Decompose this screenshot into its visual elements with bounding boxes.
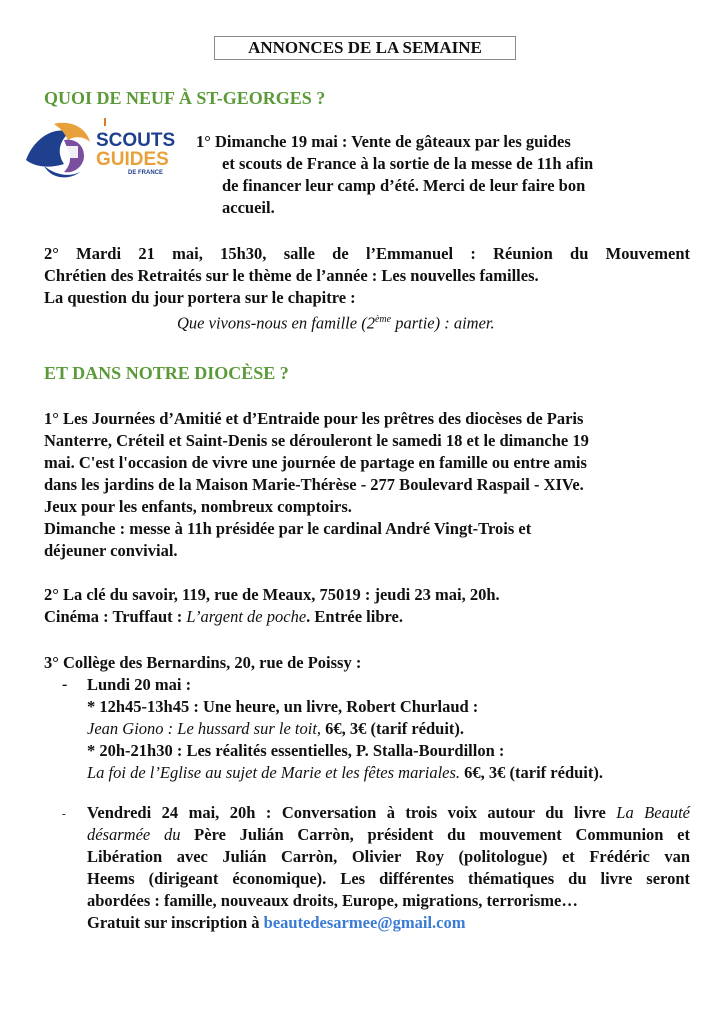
- svg-text:SCOUTS: SCOUTS: [96, 130, 176, 151]
- diocese-item-1-line: déjeuner convivial.: [44, 541, 178, 560]
- bernardins-friday: [87, 802, 690, 934]
- talk-2-title: * 20h-21h30 : Les réalités essentielles, P. Stalla-Bourdillon :: [87, 741, 505, 760]
- announcement-2-line: Chrétien des Retraités sur le thème de l’année : Les nouvelles familles.: [44, 266, 539, 285]
- section-heading-diocese: ET DANS NOTRE DIOCÈSE ?: [44, 363, 289, 383]
- diocese-item-1-line: Dimanche : messe à 11h présidée par le cardinal André Vingt-Trois et: [44, 519, 532, 538]
- diocese-item-1-line: 1° Les Journées d’Amitié et d’Entraide pour les prêtres des diocèses de Paris: [44, 409, 584, 428]
- scouts-guides-logo: [24, 118, 180, 180]
- bullet-marker: -: [62, 808, 66, 820]
- friday-line: Libération avec Julián Carròn, Olivier Roy (politologue) et Frédéric van: [87, 847, 690, 866]
- diocese-item-1: [44, 408, 690, 562]
- bernardins-monday: [87, 674, 687, 784]
- diocese-item-2-line: 2° La clé du savoir, 119, rue de Meaux, 75019 : jeudi 23 mai, 20h.: [44, 585, 500, 604]
- announcement-1-line: accueil.: [222, 198, 275, 217]
- section-heading-st-georges: QUOI DE NEUF À ST-GEORGES ?: [44, 88, 326, 108]
- page-title: ANNONCES DE LA SEMAINE: [214, 36, 516, 60]
- diocese-item-1-line: Jeux pour les enfants, nombreux comptoirs.: [44, 497, 352, 516]
- diocese-item-1-line: Nanterre, Créteil et Saint-Denis se dérouleront le samedi 18 et le dimanche 19: [44, 431, 589, 450]
- friday-line: Heems (dirigeant économique). Les différentes thématiques du livre seront: [87, 869, 690, 888]
- svg-text:DE FRANCE: DE FRANCE: [128, 170, 164, 176]
- talk-1-details: Jean Giono : Le hussard sur le toit, 6€, 3€ (tarif réduit).: [87, 719, 465, 738]
- diocese-item-3-heading: [44, 652, 690, 674]
- announcement-2-line: 2° Mardi 21 mai, 15h30, salle de l’Emmanuel : Réunion du Mouvement: [44, 244, 690, 263]
- friday-line: Gratuit sur inscription à beautedesarmee@gmail.com: [87, 913, 466, 932]
- announcement-1-line: et scouts de France à la sortie de la messe de 11h afin: [222, 154, 594, 173]
- friday-line: désarmée du Père Julián Carròn, président du mouvement Communion et: [87, 825, 691, 844]
- svg-text:GUIDES: GUIDES: [96, 149, 169, 170]
- monday-date: Lundi 20 mai :: [87, 675, 192, 694]
- announcement-1-line: de financer leur camp d’été. Merci de leur faire bon: [222, 176, 586, 195]
- diocese-item-1-line: dans les jardins de la Maison Marie-Thérèse - 277 Boulevard Raspail - XIVe.: [44, 475, 584, 494]
- announcement-2: [44, 243, 690, 335]
- friday-line: Vendredi 24 mai, 20h : Conversation à trois voix autour du livre La Beauté: [87, 803, 690, 822]
- diocese-item-1-line: mai. C'est l'occasion de vivre une journée de partage en famille ou entre amis: [44, 453, 587, 472]
- diocese-item-2-line: Cinéma : Truffaut : L’argent de poche. Entrée libre.: [44, 607, 403, 626]
- announcement-1: [196, 131, 676, 219]
- announcement-2-line: La question du jour portera sur le chapitre :: [44, 288, 356, 307]
- talk-2-details: La foi de l’Eglise au sujet de Marie et les fêtes mariales. 6€, 3€ (tarif réduit).: [87, 763, 603, 782]
- bernardins-heading: 3° Collège des Bernardins, 20, rue de Poissy :: [44, 653, 362, 672]
- diocese-item-2: [44, 584, 690, 628]
- announcement-1-line: 1° Dimanche 19 mai : Vente de gâteaux par les guides: [196, 132, 571, 151]
- bullet-marker: -: [62, 676, 68, 693]
- talk-1-title: * 12h45-13h45 : Une heure, un livre, Robert Churlaud :: [87, 697, 479, 716]
- friday-line: abordées : famille, nouveaux droits, Europe, migrations, terrorisme…: [87, 891, 578, 910]
- fleur-de-lis-icon: [24, 118, 180, 180]
- email-link[interactable]: beautedesarmee@gmail.com: [263, 913, 466, 932]
- chapter-quote: Que vivons-nous en famille (2ème partie) : aimer.: [177, 313, 495, 333]
